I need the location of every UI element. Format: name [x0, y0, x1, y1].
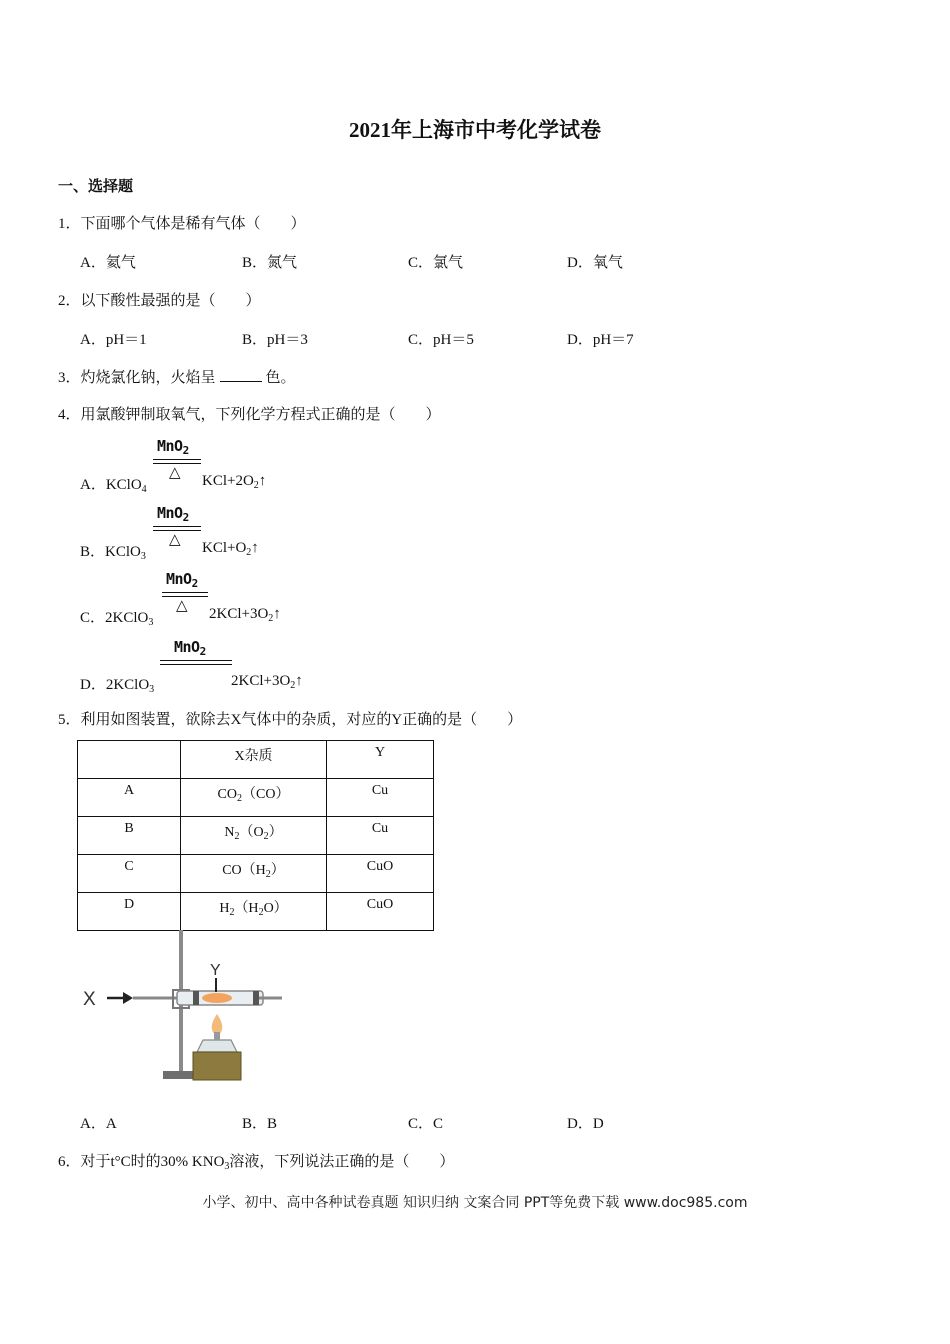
apparatus-figure	[77, 928, 287, 1083]
question-2-option-b: B．pH＝3	[242, 332, 308, 348]
condition-line	[160, 664, 232, 665]
table-cell-impurity: $CO(H_2)$	[181, 855, 327, 893]
table-cell-reagent: CuO	[327, 893, 434, 931]
table-cell-reagent: Cu	[327, 817, 434, 855]
question-4-option-b: B．KClO$_3$	[80, 544, 146, 562]
question-4-option-c: C．2KClO$_3$	[80, 610, 154, 628]
question-1-option-a: A．氦气	[80, 255, 136, 271]
section-heading: 一、选择题	[58, 179, 134, 195]
page-footer: 小学、初中、高中各种试卷真题 知识归纳 文案合同 PPT等免费下载 www.doc985.com	[202, 1195, 748, 1211]
question-3-stem	[58, 366, 296, 387]
question-5-option-b: B．B	[242, 1116, 278, 1132]
stopper	[193, 991, 199, 1005]
table-header-row	[78, 741, 434, 779]
table-row	[78, 779, 434, 817]
catalyst-label: MnO$_2$	[166, 570, 198, 590]
table-cell-option: A	[78, 779, 181, 817]
table-cell-reagent: CuO	[327, 855, 434, 893]
question-5-option-d: D．D	[567, 1116, 604, 1132]
arrow-head-icon	[123, 992, 133, 1004]
question-2-option-c: C．pH＝5	[408, 332, 474, 348]
support-block	[193, 1052, 241, 1080]
table-cell-option: B	[78, 817, 181, 855]
table-cell-impurity: $CO_2(CO)$	[181, 779, 327, 817]
table-cell-option: C	[78, 855, 181, 893]
table-row	[78, 893, 434, 931]
impurity-table	[77, 740, 434, 931]
question-4-option-b-product: $KCl+O_2↑$	[202, 540, 259, 558]
lamp-wick	[214, 1032, 220, 1040]
table-cell-impurity: $N_2(O_2)$	[181, 817, 327, 855]
table-row	[78, 855, 434, 893]
question-2-option-d: D．pH＝7	[567, 332, 634, 348]
reaction-condition	[162, 570, 208, 614]
question-1-stem: 1．下面哪个气体是稀有气体（ ）	[58, 216, 306, 232]
heat-symbol: △	[176, 598, 188, 614]
question-5-stem: 5．利用如图装置，欲除去X气体中的杂质，对应的Y正确的是（ ）	[58, 712, 523, 728]
table-header-cell: Y	[327, 741, 434, 779]
reaction-condition	[160, 638, 232, 668]
question-4-option-a: A．KClO$_4$	[80, 477, 147, 495]
condition-line	[153, 526, 201, 527]
catalyst-label: MnO$_2$	[157, 437, 189, 457]
question-4-stem: 4．用氯酸钾制取氧气，下列化学方程式正确的是（ ）	[58, 407, 441, 423]
figure-label-x: X	[83, 989, 96, 1010]
condition-line	[160, 660, 232, 661]
question-1-option-d: D．氧气	[567, 255, 623, 271]
question-6-stem: 6．对于t°C时的30% $KNO_3$溶液，下列说法正确的是（ ）	[58, 1154, 455, 1172]
question-1-option-c: C．氯气	[408, 255, 464, 271]
condition-line	[162, 592, 208, 593]
stopper	[253, 991, 259, 1005]
condition-line	[153, 459, 201, 460]
question-4-option-d: D．2KClO$_3$	[80, 677, 155, 695]
question-5-option-a: A．A	[80, 1116, 117, 1132]
table-header-cell	[78, 741, 181, 779]
heat-symbol: △	[169, 532, 181, 548]
question-4-option-c-product: $2KCl+3O_2↑$	[209, 606, 281, 624]
catalyst-label: MnO$_2$	[174, 638, 206, 658]
question-4-option-d-product: $2KCl+3O_2↑$	[231, 673, 303, 691]
question-2-stem: 2．以下酸性最强的是（ ）	[58, 293, 261, 309]
question-4-option-a-product: $KCl+2O_2↑$	[202, 473, 267, 491]
page-title: 2021年上海市中考化学试卷	[349, 118, 601, 142]
alcohol-lamp	[197, 1040, 237, 1052]
figure-label-y: Y	[210, 962, 221, 979]
question-1-option-b: B．氮气	[242, 255, 298, 271]
question-3-stem-start: 3．灼烧氯化钠，火焰呈	[58, 370, 216, 386]
catalyst-label: MnO$_2$	[157, 504, 189, 524]
table-cell-impurity: $H_2(H_2O)$	[181, 893, 327, 931]
question-3-stem-end: 色。	[265, 370, 296, 386]
reagent-y	[202, 993, 232, 1003]
table-cell-option: D	[78, 893, 181, 931]
question-2-option-a: A．pH＝1	[80, 332, 147, 348]
table-row	[78, 817, 434, 855]
reaction-condition	[153, 437, 201, 481]
table-cell-reagent: Cu	[327, 779, 434, 817]
heat-symbol: △	[169, 465, 181, 481]
table-header-cell: X杂质	[181, 741, 327, 779]
reaction-condition	[153, 504, 201, 548]
stand-base	[163, 1071, 197, 1079]
question-5-option-c: C．C	[408, 1116, 444, 1132]
answer-blank	[220, 369, 262, 382]
